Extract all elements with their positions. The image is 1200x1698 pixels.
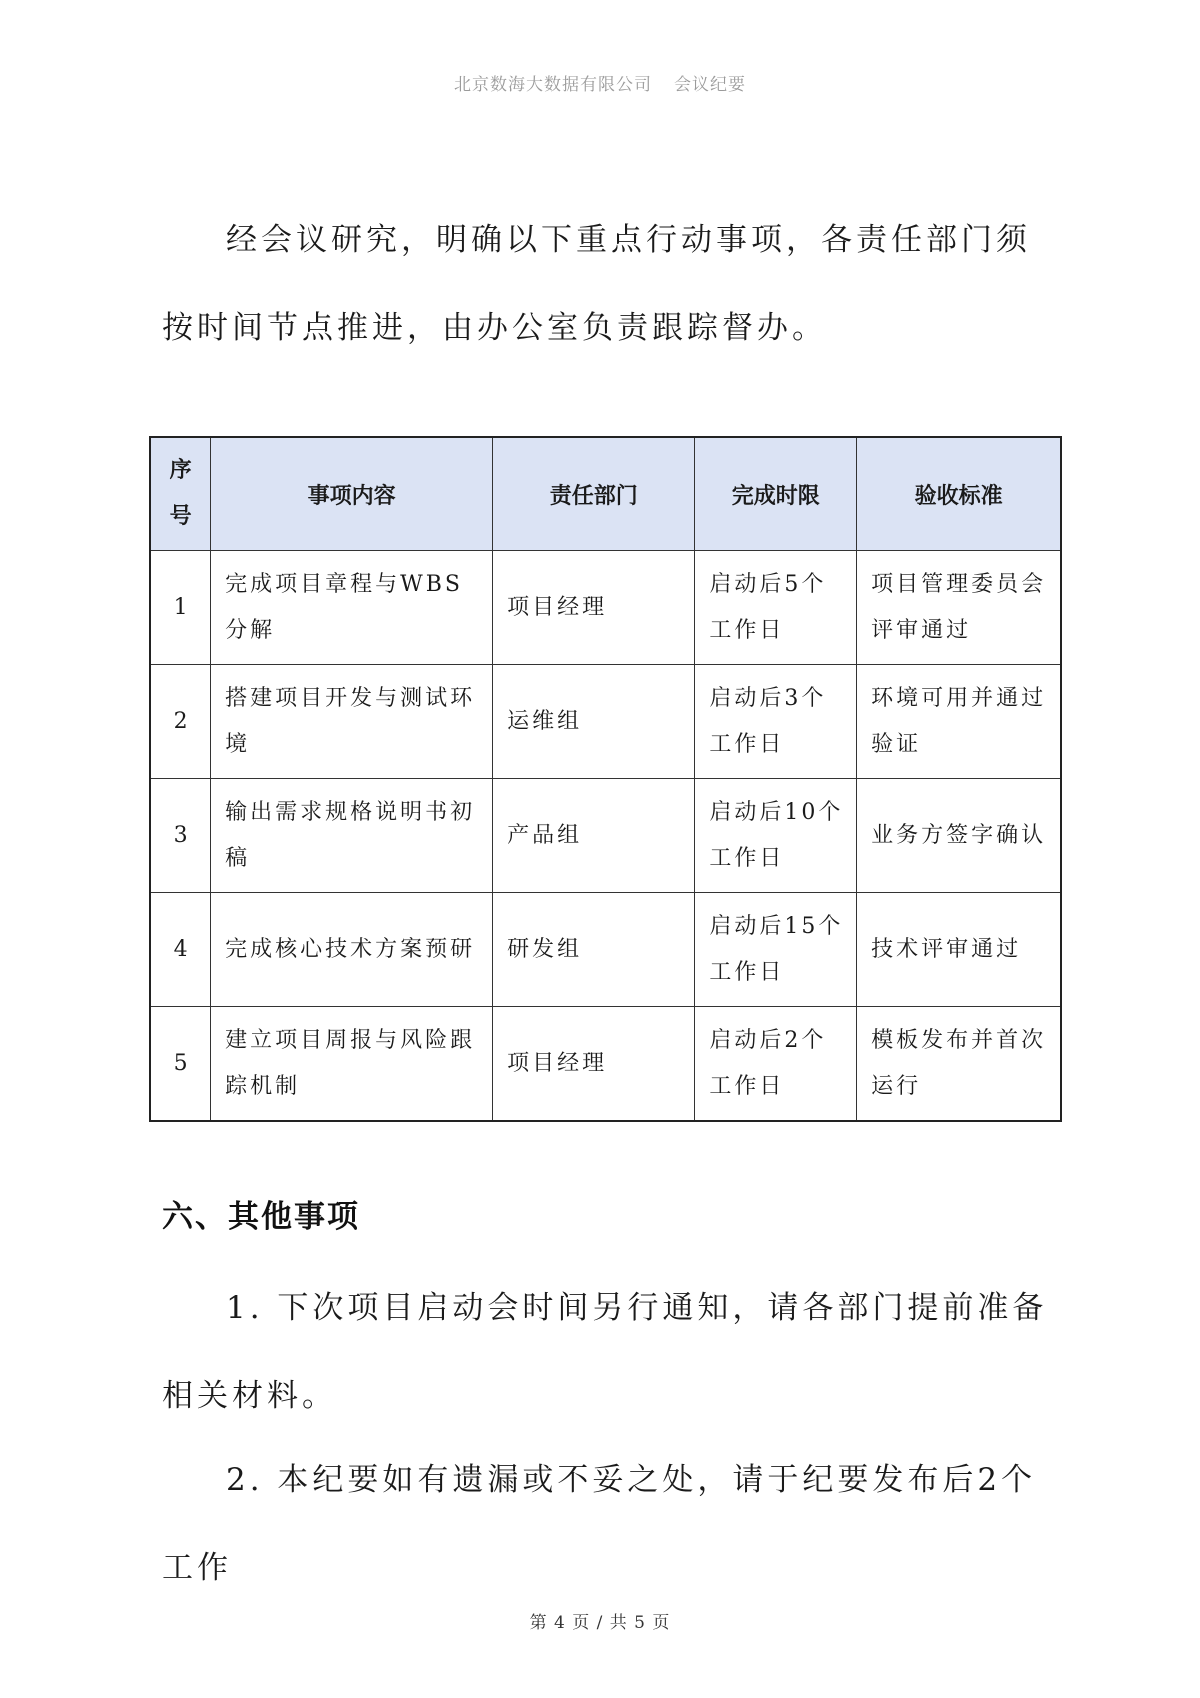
row-deadline: 启动后10个工作日	[695, 779, 857, 893]
row-department: 项目经理	[493, 551, 695, 665]
row-criteria: 模板发布并首次运行	[857, 1007, 1061, 1122]
table-header-row	[150, 437, 1061, 551]
row-item: 建立项目周报与风险跟踪机制	[211, 1007, 493, 1122]
table-row	[150, 893, 1061, 1007]
row-deadline: 启动后2个工作日	[695, 1007, 857, 1122]
row-number: 4	[150, 893, 211, 1007]
company-name: 北京数海大数据有限公司	[454, 75, 652, 95]
row-number: 2	[150, 665, 211, 779]
row-department: 运维组	[493, 665, 695, 779]
row-deadline: 启动后5个工作日	[695, 551, 857, 665]
row-criteria: 技术评审通过	[857, 893, 1061, 1007]
row-number: 3	[150, 779, 211, 893]
header-department: 责任部门	[493, 437, 695, 551]
header-deadline: 完成时限	[695, 437, 857, 551]
row-department: 产品组	[493, 779, 695, 893]
other-item-2: 2. 本纪要如有遗漏或不妥之处，请于纪要发布后2个工作	[162, 1462, 1037, 1586]
row-item: 完成核心技术方案预研	[211, 893, 493, 1007]
row-deadline: 启动后15个工作日	[695, 893, 857, 1007]
action-items-table	[149, 436, 1062, 1122]
row-deadline: 启动后3个工作日	[695, 665, 857, 779]
document-type: 会议纪要	[674, 75, 746, 95]
row-department: 项目经理	[493, 1007, 695, 1122]
row-number: 5	[150, 1007, 211, 1122]
table-row	[150, 779, 1061, 893]
row-item: 搭建项目开发与测试环境	[211, 665, 493, 779]
header-criteria: 验收标准	[857, 437, 1061, 551]
row-criteria: 环境可用并通过验证	[857, 665, 1061, 779]
header-number: 序 号	[150, 437, 211, 551]
page-number: 第 4 页 / 共 5 页	[529, 1613, 671, 1633]
row-item: 输出需求规格说明书初稿	[211, 779, 493, 893]
page-header	[0, 70, 1200, 95]
intro-paragraph: 经会议研究，明确以下重点行动事项，各责任部门须按时间节点推进，由办公室负责跟踪督办。	[162, 222, 1031, 346]
row-criteria: 业务方签字确认	[857, 779, 1061, 893]
other-item-1: 1. 下次项目启动会时间另行通知，请各部门提前准备相关材料。	[162, 1290, 1048, 1414]
row-item: 完成项目章程与WBS分解	[211, 551, 493, 665]
row-department: 研发组	[493, 893, 695, 1007]
table-row	[150, 1007, 1061, 1122]
table-row	[150, 551, 1061, 665]
header-item: 事项内容	[211, 437, 493, 551]
row-criteria: 项目管理委员会评审通过	[857, 551, 1061, 665]
section-title: 六、其他事项	[162, 1199, 360, 1235]
row-number: 1	[150, 551, 211, 665]
table-row	[150, 665, 1061, 779]
